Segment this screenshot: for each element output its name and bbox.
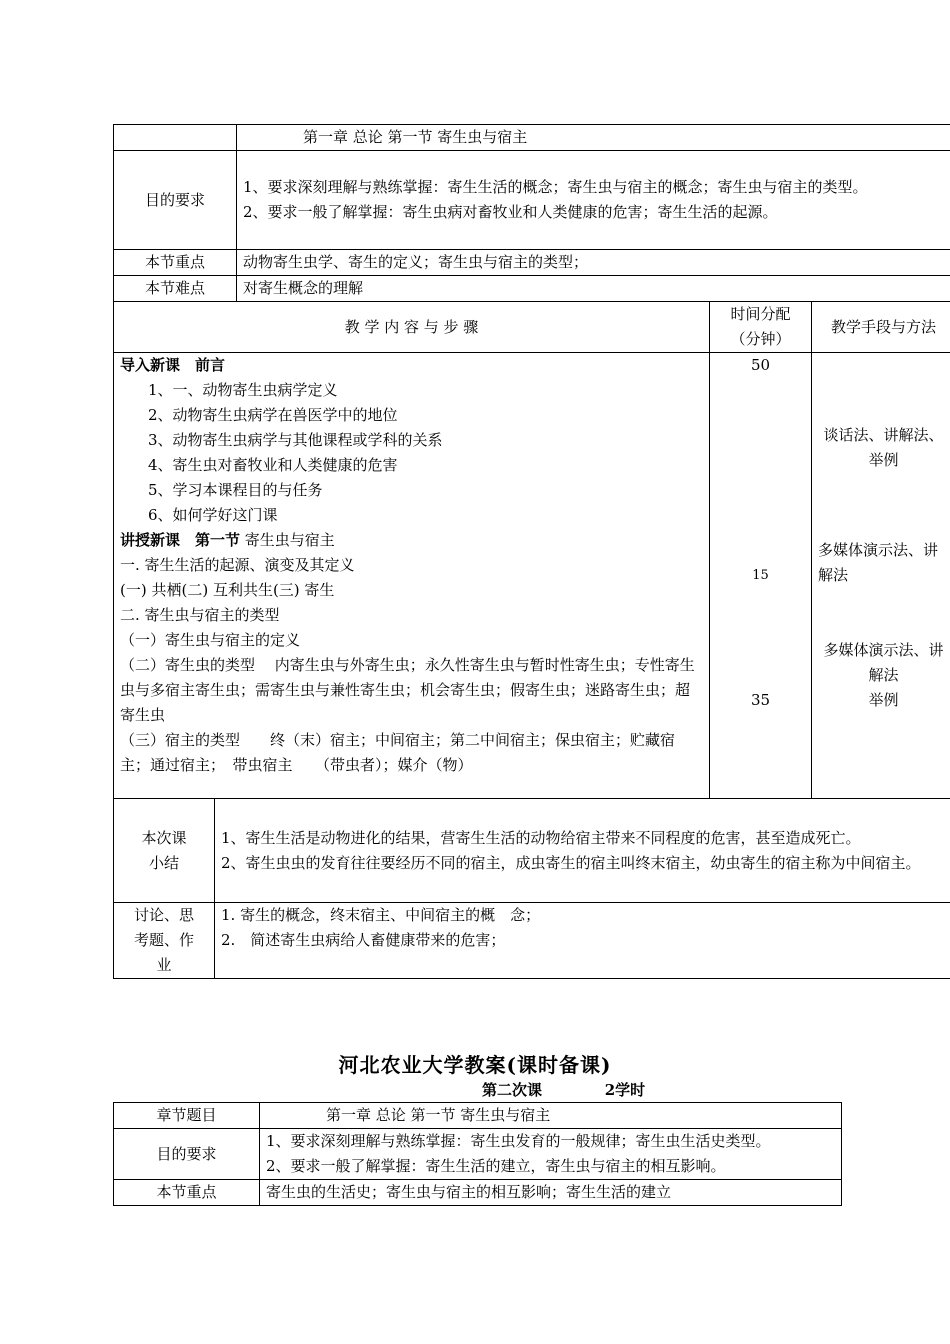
objective-item: 2、要求一般了解掌握：寄生生活的建立，寄生虫与宿主的相互影响。: [266, 1157, 726, 1175]
chapter-label: 章节题目: [114, 1103, 260, 1129]
objectives-label: 目的要求: [114, 151, 237, 250]
key-points-label: 本节重点: [114, 1180, 260, 1206]
objectives-cell: [260, 1129, 842, 1180]
chapter-title: 第一章 总论 第一节 寄生虫与宿主: [237, 125, 950, 151]
new-lesson-heading-bold: 讲授新课 第一节: [120, 531, 241, 549]
time-cell: [710, 353, 812, 799]
intro-item: 2、动物寄生虫病学在兽医学中的地位: [148, 406, 398, 424]
homework-label: 讨论、思考题、作业: [114, 903, 215, 979]
content-paragraph: （二）寄生虫的类型 内寄生虫与外寄生虫；永久性寄生虫与暂时性寄生虫；专性寄生虫与多宿主寄生虫；需寄生虫与兼性寄生虫；机会寄生虫；假寄生虫；迷路寄生虫；超寄生虫: [120, 656, 695, 724]
lesson-number: 第二次课: [482, 1081, 543, 1099]
key-points-label: 本节重点: [114, 250, 237, 276]
lesson-hours: 2学时: [604, 1081, 646, 1099]
time-value: 50: [750, 356, 771, 374]
homework-item: 2. 简述寄生虫病给人畜健康带来的危害；: [221, 931, 506, 949]
new-lesson-heading-rest: 寄生虫与宿主: [240, 531, 335, 549]
summary-item: 1、寄生生活是动物进化的结果，营寄生生活的动物给宿主带来不同程度的危害，甚至造成死亡。: [221, 828, 861, 847]
lesson-plan-table-2: [113, 1102, 842, 1206]
content-line: (一) 共栖(二) 互利共生(三) 寄生: [120, 581, 335, 599]
intro-item: 6、如何学好这门课: [148, 506, 278, 524]
method-cell: [812, 353, 950, 799]
teaching-content: [114, 353, 710, 799]
difficulties-label: 本节难点: [114, 276, 237, 302]
objective-item: 1、要求深刻理解与熟练掌握：寄生虫发育的一般规律；寄生虫生活史类型。: [266, 1132, 771, 1150]
difficulties: 对寄生概念的理解: [237, 276, 950, 302]
method-text: 谈话法、讲解法、举例: [823, 426, 944, 469]
method-header: 教学手段与方法: [812, 302, 950, 353]
summary-cell: [215, 799, 950, 903]
summary-item: 2、寄生虫虫的发育往往要经历不同的宿主，成虫寄生的宿主叫终末宿主，幼虫寄生的宿主称为中间宿主。: [221, 853, 921, 872]
content-paragraph: （三）宿主的类型 终（末）宿主；中间宿主；第二中间宿主；保虫宿主；贮藏宿主；通过宿主； 带虫宿主 （带虫者）；媒介（物）: [120, 731, 676, 774]
summary-label: 本次课小结: [114, 799, 215, 903]
method-text: 举例: [868, 691, 899, 709]
method-text: 多媒体演示法、讲解法: [818, 541, 939, 584]
content-header: 教 学 内 容 与 步 骤: [114, 302, 710, 353]
intro-item: 3、动物寄生虫病学与其他课程或学科的关系: [148, 431, 443, 449]
chapter-title: 第一章 总论 第一节 寄生虫与宿主: [260, 1103, 842, 1129]
key-points: 寄生虫的生活史；寄生虫与宿主的相互影响；寄生生活的建立: [260, 1180, 842, 1206]
intro-heading: 导入新课 前言: [120, 356, 226, 374]
method-text: 多媒体演示法、讲解法: [823, 641, 944, 684]
lesson-info: [482, 1079, 645, 1100]
time-value: 35: [750, 691, 771, 709]
objective-item: 1、要求深刻理解与熟练掌握：寄生生活的概念；寄生虫与宿主的概念；寄生虫与宿主的类型。: [243, 178, 868, 196]
key-points: 动物寄生虫学、寄生的定义；寄生虫与宿主的类型；: [237, 250, 950, 276]
homework-item: 1. 寄生的概念，终末宿主、中间宿主的概 念；: [221, 906, 541, 924]
document-title: 河北农业大学教案(课时备课): [338, 1053, 612, 1077]
empty-header-cell: [114, 125, 237, 151]
lesson-plan-table-1: [113, 124, 950, 979]
homework-cell: [215, 903, 950, 979]
content-line: 一. 寄生生活的起源、演变及其定义: [120, 556, 355, 574]
content-line: （一）寄生虫与宿主的定义: [120, 631, 301, 649]
content-line: 二. 寄生虫与宿主的类型: [120, 606, 280, 624]
intro-item: 1、一、动物寄生虫病学定义: [148, 381, 338, 399]
time-header: 时间分配（分钟）: [710, 302, 812, 353]
time-value: 15: [752, 568, 769, 583]
new-lesson-heading: [120, 528, 703, 553]
objectives-label: 目的要求: [114, 1129, 260, 1180]
intro-item: 4、寄生虫对畜牧业和人类健康的危害: [148, 456, 398, 474]
objective-item: 2、要求一般了解掌握：寄生虫病对畜牧业和人类健康的危害；寄生生活的起源。: [243, 203, 778, 221]
objectives-cell: [237, 151, 950, 250]
intro-item: 5、学习本课程目的与任务: [148, 481, 323, 499]
